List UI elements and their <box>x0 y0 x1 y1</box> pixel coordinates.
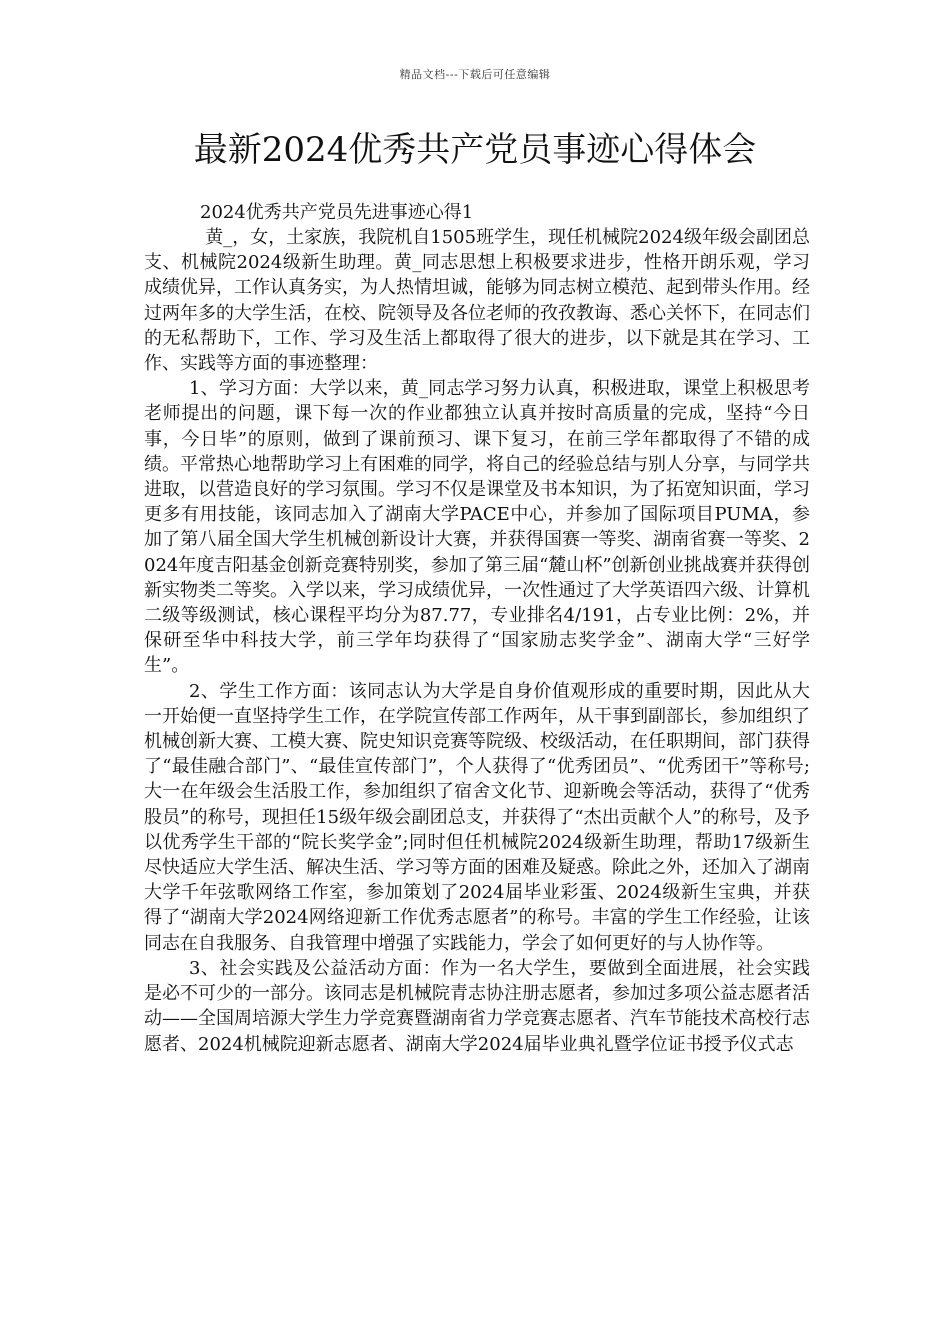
header-note: 精品文档---下载后可任意编辑 <box>399 68 551 81</box>
paragraph-study: 1、学习方面：大学以来，黄_同志学习努力认真，积极进取，课堂上积极思考老师提出的问题，课下每一次的作业都独立认真并按时高质量的完成，坚持“今日事，今日毕”的原则，做到了课前预习、课下复习，在前三学年都取得了不错的成绩。平常热心地帮助学习上有困难的同学，将自己的经验总结与别人分享，与同学共进取，以营造良好的学习氛围。学习不仅是课堂及书本知识，为了拓宽知识面，学习更多有用技能，该同志加入了湖南大学PACE中心，并参加了国际项目PUMA，参加了第八届全国大学生机械创新设计大赛，并获得国赛一等奖、湖南省赛一等奖、2024年度吉阳基金创新竞赛特别奖，参加了第三届“麓山杯”创新创业挑战赛并获得创新实物类二等奖。入学以来，学习成绩优异，一次性通过了大学英语四六级、计算机二级等级测试，核心课程平均分为87.77，专业排名4/191，占专业比例：2%，并保研至华中科技大学，前三学年均获得了“国家励志奖学金”、湖南大学“三好学生”。 <box>144 378 810 677</box>
paragraph-intro: 黄_，女，土家族，我院机自1505班学生，现任机械院2024级年级会副团总支、机械院2024级新生助理。黄_同志思想上积极要求进步，性格开朗乐观，学习成绩优异，工作认真务实，为人热情坦诚，能够为同志树立模范、起到带头作用。经过两年多的大学生活，在校、院领导及各位老师的孜孜教诲、悉心关怀下，在同志们的无私帮助下，工作、学习及生活上都取得了很大的进步，以下就是其在学习、工作、实践等方面的事迹整理： <box>144 227 810 375</box>
paragraph-social-practice: 3、社会实践及公益活动方面：作为一名大学生，要做到全面进展，社会实践是必不可少的一部分。该同志是机械院青志协注册志愿者，参加过多项公益志愿者活动——全国周培源大学生力学竞赛暨湖南省力学竞赛志愿者、汽车节能技术高校行志愿者、2024机械院迎新志愿者、湖南大学2024届毕业典礼暨学位证书授予仪式志 <box>144 957 810 1055</box>
section-subtitle: 2024优秀共产党员先进事迹心得1 <box>200 202 474 223</box>
document-body <box>144 200 810 1057</box>
document-title: 最新2024优秀共产党员事迹心得体会 <box>193 130 757 170</box>
paragraph-student-work: 2、学生工作方面：该同志认为大学是自身价值观形成的重要时期，因此从大一开始便一直坚持学生工作，在学院宣传部工作两年，从干事到副部长，参加组织了机械创新大赛、工模大赛、院史知识竞赛等院级、校级活动，在任职期间，部门获得了“最佳融合部门”、“最佳宣传部门”，个人获得了“优秀团员”、“优秀团干”等称号;大一在年级会生活股工作，参加组织了宿舍文化节、迎新晚会等活动，获得了“优秀股员”的称号，现担任15级年级会副团总支，并获得了“杰出贡献个人”的称号，及予以优秀学生干部的“院长奖学金”;同时但任机械院2024级新生助理，帮助17级新生尽快适应大学生活、解决生活、学习等方面的困难及疑惑。除此之外，还加入了湖南大学千年弦歌网络工作室，参加策划了2024届毕业彩蛋、2024级新生宝典，并获得了“湖南大学2024网络迎新工作优秀志愿者”的称号。丰富的学生工作经验，让该同志在自我服务、自我管理中增强了实践能力，学会了如何更好的与人协作等。 <box>144 680 810 954</box>
